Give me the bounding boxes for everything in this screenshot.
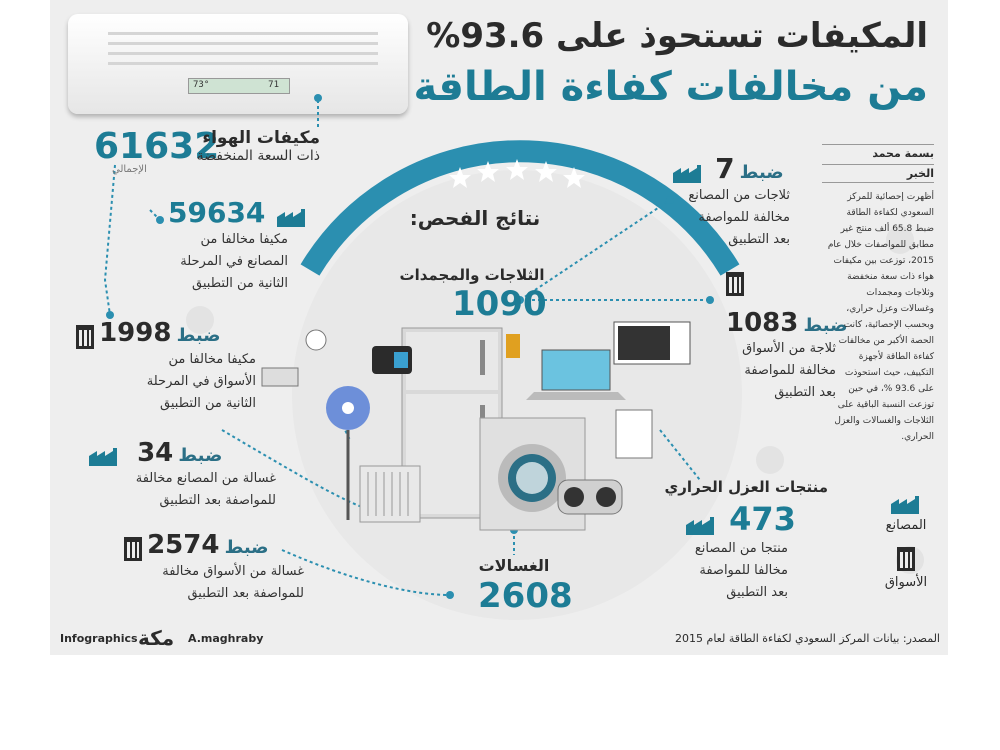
- footer-logo: مكة: [138, 626, 175, 650]
- legend-markets: الأسواق: [884, 575, 928, 590]
- washer-factories-value: 34: [137, 438, 174, 468]
- factory-icon: [666, 165, 710, 183]
- sidebar-body: [822, 189, 934, 445]
- footer-source: المصدر: بيانات المركز السعودي لكفاءة الطاقة لعام 2015: [675, 632, 940, 645]
- kettle-icon: [616, 410, 652, 458]
- sidebar-body-line: مطابق للمواصفات خلال عام: [827, 240, 934, 250]
- fridge-factories-value: 7: [715, 152, 735, 185]
- infographic-canvas: [50, 0, 948, 655]
- fridge-markets-text3: بعد التطبيق: [774, 385, 836, 400]
- thermostat-icon: [372, 346, 412, 374]
- washer-factories-seized: ضبط: [178, 445, 223, 466]
- sidebar-body-line: 2015، توزعت بين مكيفات: [833, 256, 934, 266]
- footer-brand: Infographics: [60, 632, 138, 645]
- total-value: 61632: [94, 126, 220, 167]
- inspection-title: نتائج الفحص:: [409, 206, 541, 230]
- washer-markets-value: 2574: [147, 530, 220, 560]
- ac-heading-line1: مكيفات الهواء: [202, 128, 320, 148]
- factory-icon: [888, 496, 924, 514]
- insulation-label: منتجات العزل الحراري: [664, 478, 828, 496]
- ac-markets-text1: مكيفا مخالفا من: [168, 351, 256, 367]
- sidebar-body-line: على 93.6 %، في حين: [848, 384, 934, 394]
- footer-designer: A.maghraby: [188, 632, 264, 645]
- fridge-factories-text2: مخالفة للمواصفة: [698, 210, 790, 225]
- ac-markets-text3: الثانية من التطبيق: [160, 395, 256, 411]
- lamp-icon: [506, 334, 520, 358]
- factory-icon: [678, 517, 724, 535]
- ac-display-right: 71: [268, 80, 279, 90]
- sidebar-body-line: وغسالات وعزل حراري،: [846, 304, 934, 314]
- fridge-factories-block: [666, 152, 836, 251]
- sidebar-body-line: الحراري.: [901, 432, 934, 442]
- insulation-text1: منتجا من المصانع: [694, 541, 788, 556]
- washers-value: 2608: [478, 576, 573, 616]
- ac-factories-text2: المصانع في المرحلة: [180, 254, 288, 269]
- fridge-markets-text1: ثلاجة من الأسواق: [742, 341, 836, 356]
- ac-factories-value: 59634: [168, 196, 266, 229]
- security-camera-icon: [262, 330, 326, 386]
- fridge-factories-seized: ضبط: [739, 162, 784, 183]
- washer-markets-seized: ضبط: [224, 537, 269, 558]
- sidebar-section: الخبر: [822, 164, 934, 183]
- fridge-markets-text2: مخالفة للمواصفة: [744, 363, 836, 378]
- insulation-text2: مخالفا للمواصفة: [699, 563, 788, 578]
- microwave-icon: [614, 322, 690, 364]
- total-label: الإجمالي: [112, 164, 147, 175]
- washer-markets-text2: للمواصفة بعد التطبيق: [187, 585, 304, 601]
- washer-factories-text2: للمواصفة بعد التطبيق: [159, 493, 276, 508]
- market-icon: [897, 547, 915, 571]
- fridge-factories-text1: ثلاجات من المصانع: [688, 188, 790, 203]
- legend-factories: المصانع: [885, 518, 927, 533]
- washer-markets-text1: غسالة من الأسواق مخالفة: [162, 563, 304, 579]
- sidebar-body-line: هواء ذات سعة منخفضة: [847, 272, 934, 282]
- title-line-2: من مخالفات كفاءة الطاقة: [413, 64, 928, 110]
- title-line-1: المكيفات تستحوذ على 93.6%: [426, 16, 928, 56]
- insulation-text3: بعد التطبيق: [726, 585, 788, 600]
- legend: [874, 496, 938, 590]
- sidebar-body-line: وثلاجات ومجمدات: [866, 288, 934, 298]
- washers-label: الغسالات: [478, 556, 550, 575]
- washer-factories-text1: غسالة من المصانع مخالفة: [135, 471, 276, 486]
- sidebar-body-line: الحصة الأكبر من مخالفات: [838, 336, 934, 346]
- laptop-icon: [526, 350, 626, 400]
- sidebar-body-line: التكييف، حيث استحوذت: [844, 368, 934, 378]
- sidebar-body-line: توزعت النسبة الباقية على: [837, 400, 934, 410]
- footer: [60, 626, 940, 650]
- sidebar-body-line: أظهرت إحصائية للمركز: [847, 192, 934, 202]
- fridges-value: 1090: [452, 284, 547, 324]
- ac-markets-value: 1998: [99, 318, 172, 348]
- fridge-factories-text3: بعد التطبيق: [728, 232, 790, 247]
- speaker-icon: [558, 480, 622, 514]
- ac-markets-seized: ضبط: [176, 325, 221, 346]
- sidebar-body-line: الثلاجات والغسالات والعزل: [834, 416, 934, 426]
- ac-factories-text1: مكيفا مخالفا من: [200, 232, 288, 247]
- ac-heading-line2: ذات السعة المنخفضة: [196, 148, 320, 164]
- market-icon: [726, 272, 744, 296]
- ac-display-left: 73°: [193, 80, 210, 90]
- ac-markets-text2: الأسواق في المرحلة: [146, 373, 256, 389]
- ac-factories-text3: الثانية من التطبيق: [192, 276, 288, 291]
- sidebar-author: بسمة محمد: [822, 144, 934, 160]
- sidebar: [822, 144, 934, 445]
- sidebar-body-line: وبحسب الإحصائية، كانت: [843, 320, 934, 330]
- fridge-markets-value: 1083: [726, 308, 799, 338]
- insulation-value: 473: [729, 500, 796, 538]
- fridge-markets-seized: ضبط: [803, 315, 848, 336]
- sidebar-body-line: ضبط 65.8 ألف منتج غير: [840, 224, 934, 234]
- heater-icon: [360, 466, 420, 522]
- sidebar-body-line: كفاءة الطاقة لأجهزة: [858, 352, 934, 362]
- insulation-block: [664, 478, 828, 604]
- fridges-label: الثلاجات والمجمدات: [399, 266, 545, 284]
- sidebar-body-line: السعودي لكفاءة الطاقة: [846, 208, 934, 218]
